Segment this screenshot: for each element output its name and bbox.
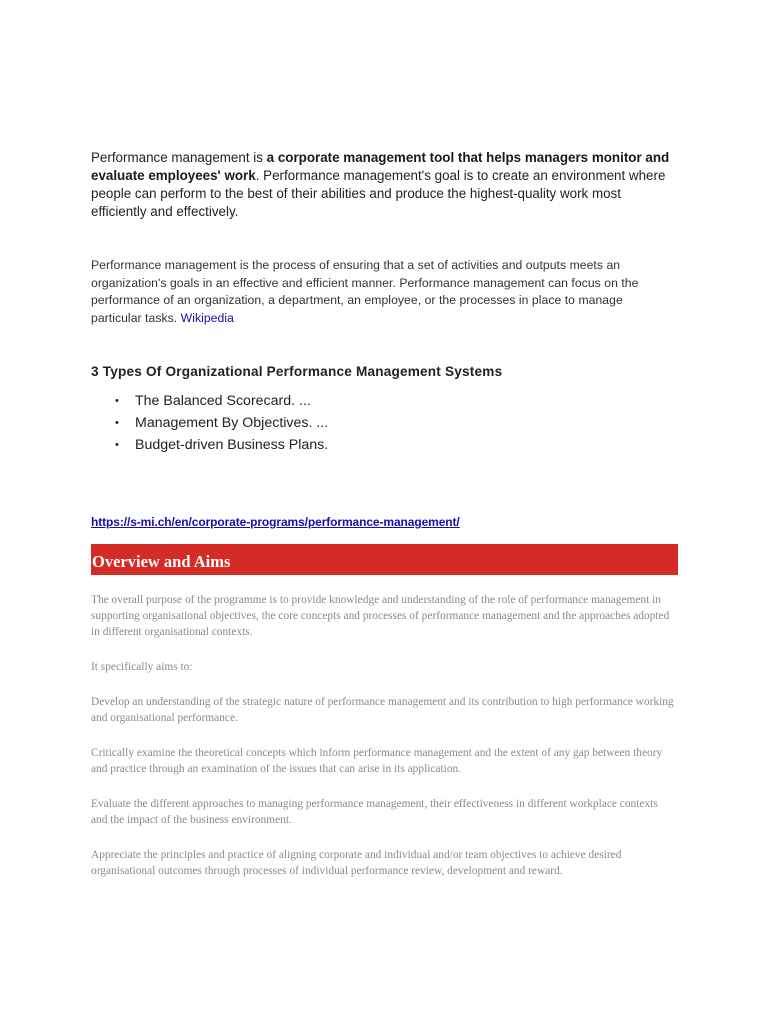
overview-paragraph: Evaluate the different approaches to managing performance management, their effectiveness in different workplace contexts and the impact of the business environment. (91, 798, 658, 826)
overview-body (91, 592, 677, 898)
overview-banner (91, 544, 678, 575)
definition-text: Performance management is the process of ensuring that a set of activities and outputs meets an organization's goals in an effective and efficient manner. Performance management can focus on the performance of an organization, a department, an employee, or the processes in place to manage particular tasks. (91, 258, 639, 325)
overview-title: Overview and Aims (92, 552, 231, 571)
list-item-text: The Balanced Scorecard. ... (135, 393, 311, 409)
intro-text-start: Performance management is (91, 150, 267, 165)
definition-paragraph (91, 257, 676, 327)
overview-paragraph: Develop an understanding of the strategic nature of performance management and its contribution to high performance working and organisational performance. (91, 696, 674, 724)
intro-text-end: . Performance management's goal is to create an environment where people can perform to the best of their abilities and produce the highest-quality work most efficiently and effectively. (91, 168, 666, 219)
wikipedia-link[interactable]: Wikipedia (180, 310, 234, 325)
types-list (91, 390, 328, 456)
list-item-text: Management By Objectives. ... (135, 415, 329, 431)
overview-paragraph: It specifically aims to: (91, 661, 193, 673)
bullet-icon: • (115, 417, 119, 429)
list-item (91, 412, 328, 434)
list-item (91, 434, 328, 456)
program-link[interactable]: https://s-mi.ch/en/corporate-programs/performance-management/ (91, 515, 460, 529)
list-item (91, 390, 328, 412)
bullet-icon: • (115, 439, 119, 451)
overview-paragraph: Appreciate the principles and practice of aligning corporate and individual and/or team objectives to achieve desired organisational outcomes through processes of individual performance review, development and reward. (91, 849, 622, 877)
intro-bold-phrase: a corporate management tool that helps managers monitor and evaluate employees' work (91, 150, 670, 183)
overview-paragraph: Critically examine the theoretical concepts which inform performance management and the extent of any gap between theory and practice through an examination of the issues that can arise in its application. (91, 747, 663, 775)
overview-paragraph: The overall purpose of the programme is to provide knowledge and understanding of the role of performance management in supporting organisational objectives, the core concepts and processes of performance management and the approaches adopted in different organisational contexts. (91, 594, 670, 638)
intro-paragraph (91, 149, 676, 221)
types-heading: 3 Types Of Organizational Performance Management Systems (91, 364, 503, 379)
bullet-icon: • (115, 395, 119, 407)
list-item-text: Budget-driven Business Plans. (135, 437, 329, 453)
